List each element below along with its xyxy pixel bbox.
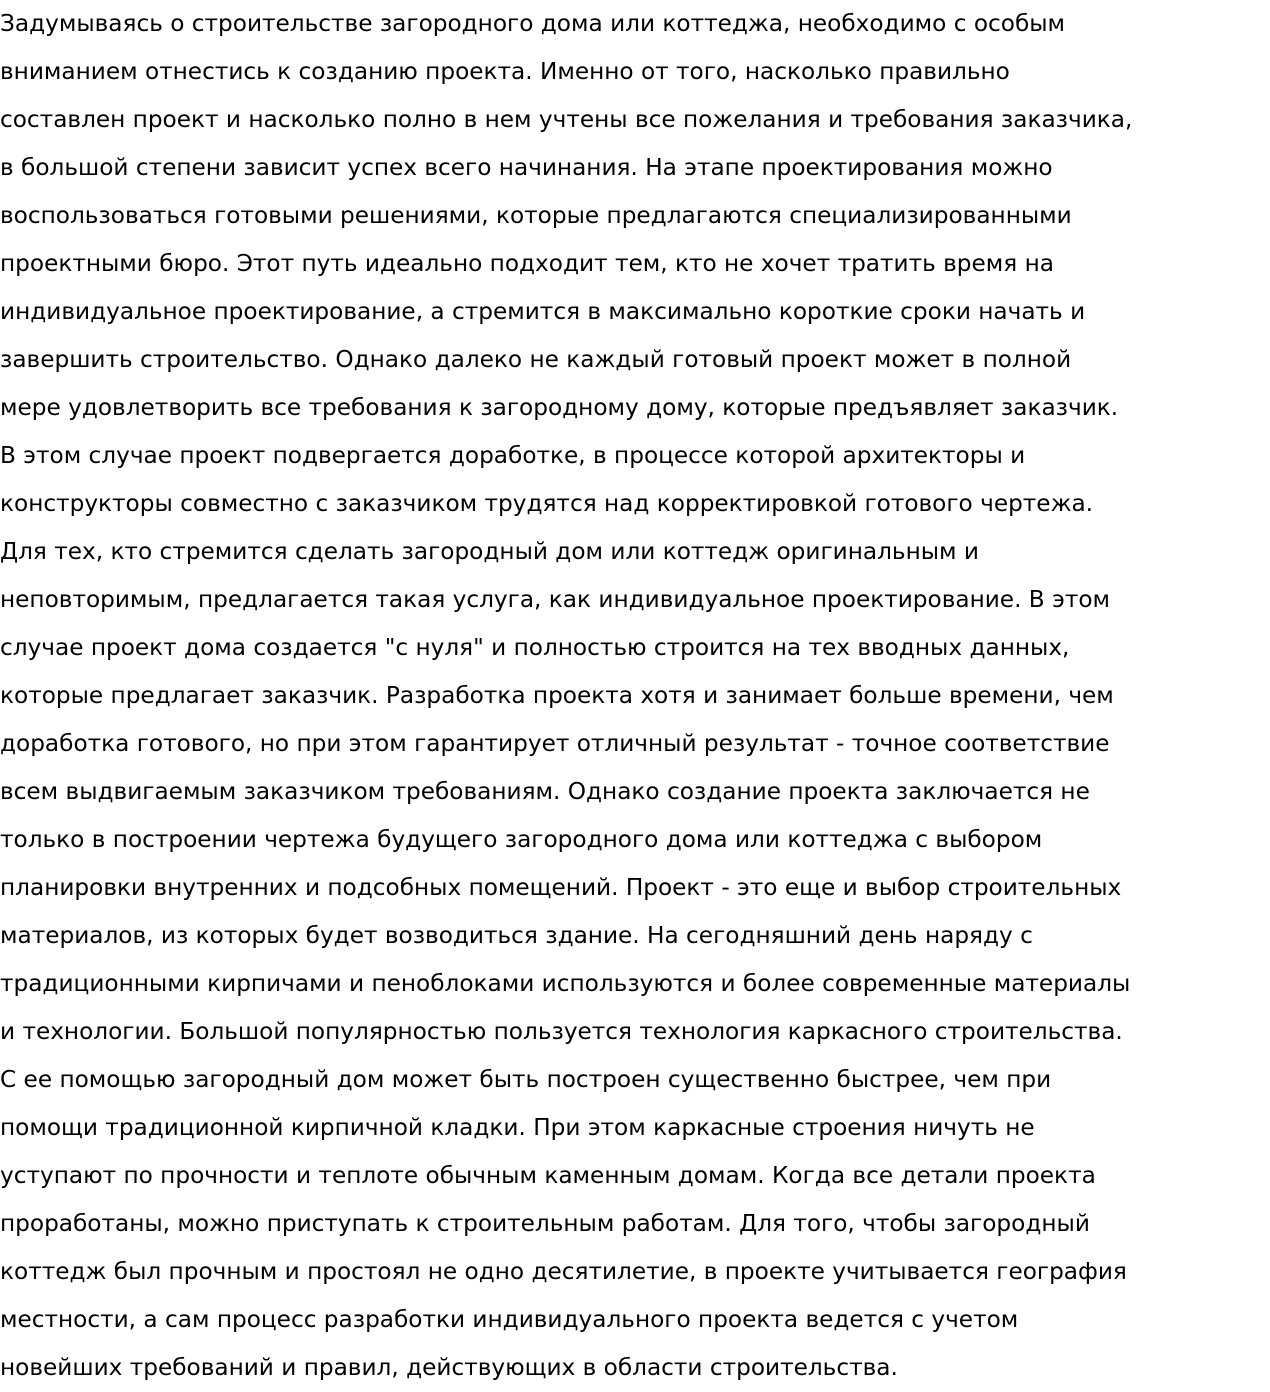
text-line: всем выдвигаемым заказчиком требованиям. Однако создание проекта заключается не [0,778,1090,805]
text-line: планировки внутренних и подсобных помещений. Проект - это еще и выбор строительных [0,874,1122,901]
text-line: только в построении чертежа будущего загородного дома или коттеджа с выбором [0,826,1043,853]
text-line: местности, а сам процесс разработки индивидуального проекта ведется с учетом [0,1306,1019,1333]
text-line: помощи традиционной кирпичной кладки. При этом каркасные строения ничуть не [0,1114,1035,1141]
text-line: С ее помощью загородный дом может быть построен существенно быстрее, чем при [0,1066,1052,1093]
text-line: конструкторы совместно с заказчиком трудятся над корректировкой готового чертежа. [0,490,1094,517]
text-line: доработка готового, но при этом гарантирует отличный результат - точное соответствие [0,730,1110,757]
text-line: которые предлагает заказчик. Разработка проекта хотя и занимает больше времени, чем [0,682,1114,709]
text-line: проектными бюро. Этот путь идеально подходит тем, кто не хочет тратить время на [0,250,1054,277]
text-line: коттедж был прочным и простоял не одно десятилетие, в проекте учитывается география [0,1258,1127,1285]
text-line: вниманием отнестись к созданию проекта. Именно от того, насколько правильно [0,58,1010,85]
text-line: новейших требований и правил, действующих в области строительства. [0,1354,898,1381]
text-line: неповторимым, предлагается такая услуга, как индивидуальное проектирование. В этом [0,586,1110,613]
text-line: проработаны, можно приступать к строительным работам. Для того, чтобы загородный [0,1210,1090,1237]
text-line: и технологии. Большой популярностью пользуется технология каркасного строительства. [0,1018,1123,1045]
text-line: завершить строительство. Однако далеко не каждый готовый проект может в полной [0,346,1072,373]
text-line: уступают по прочности и теплоте обычным каменным домам. Когда все детали проекта [0,1162,1096,1189]
text-line: мере удовлетворить все требования к загородному дому, которые предъявляет заказчик. [0,394,1119,421]
text-line: воспользоваться готовыми решениями, которые предлагаются специализированными [0,202,1072,229]
text-line: В этом случае проект подвергается доработке, в процессе которой архитекторы и [0,442,1026,469]
text-line: материалов, из которых будет возводиться здание. На сегодняшний день наряду с [0,922,1033,949]
text-line: индивидуальное проектирование, а стремится в максимально короткие сроки начать и [0,298,1086,325]
text-line: в большой степени зависит успех всего начинания. На этапе проектирования можно [0,154,1053,181]
text-line: Для тех, кто стремится сделать загородный дом или коттедж оригинальным и [0,538,979,565]
text-line: Задумываясь о строительстве загородного дома или коттеджа, необходимо с особым [0,10,1066,37]
text-line: традиционными кирпичами и пеноблоками используются и более современные материалы [0,970,1131,997]
text-line: случае проект дома создается "с нуля" и полностью строится на тех вводных данных, [0,634,1070,661]
text-line: составлен проект и насколько полно в нем учтены все пожелания и требования заказчика, [0,106,1133,133]
